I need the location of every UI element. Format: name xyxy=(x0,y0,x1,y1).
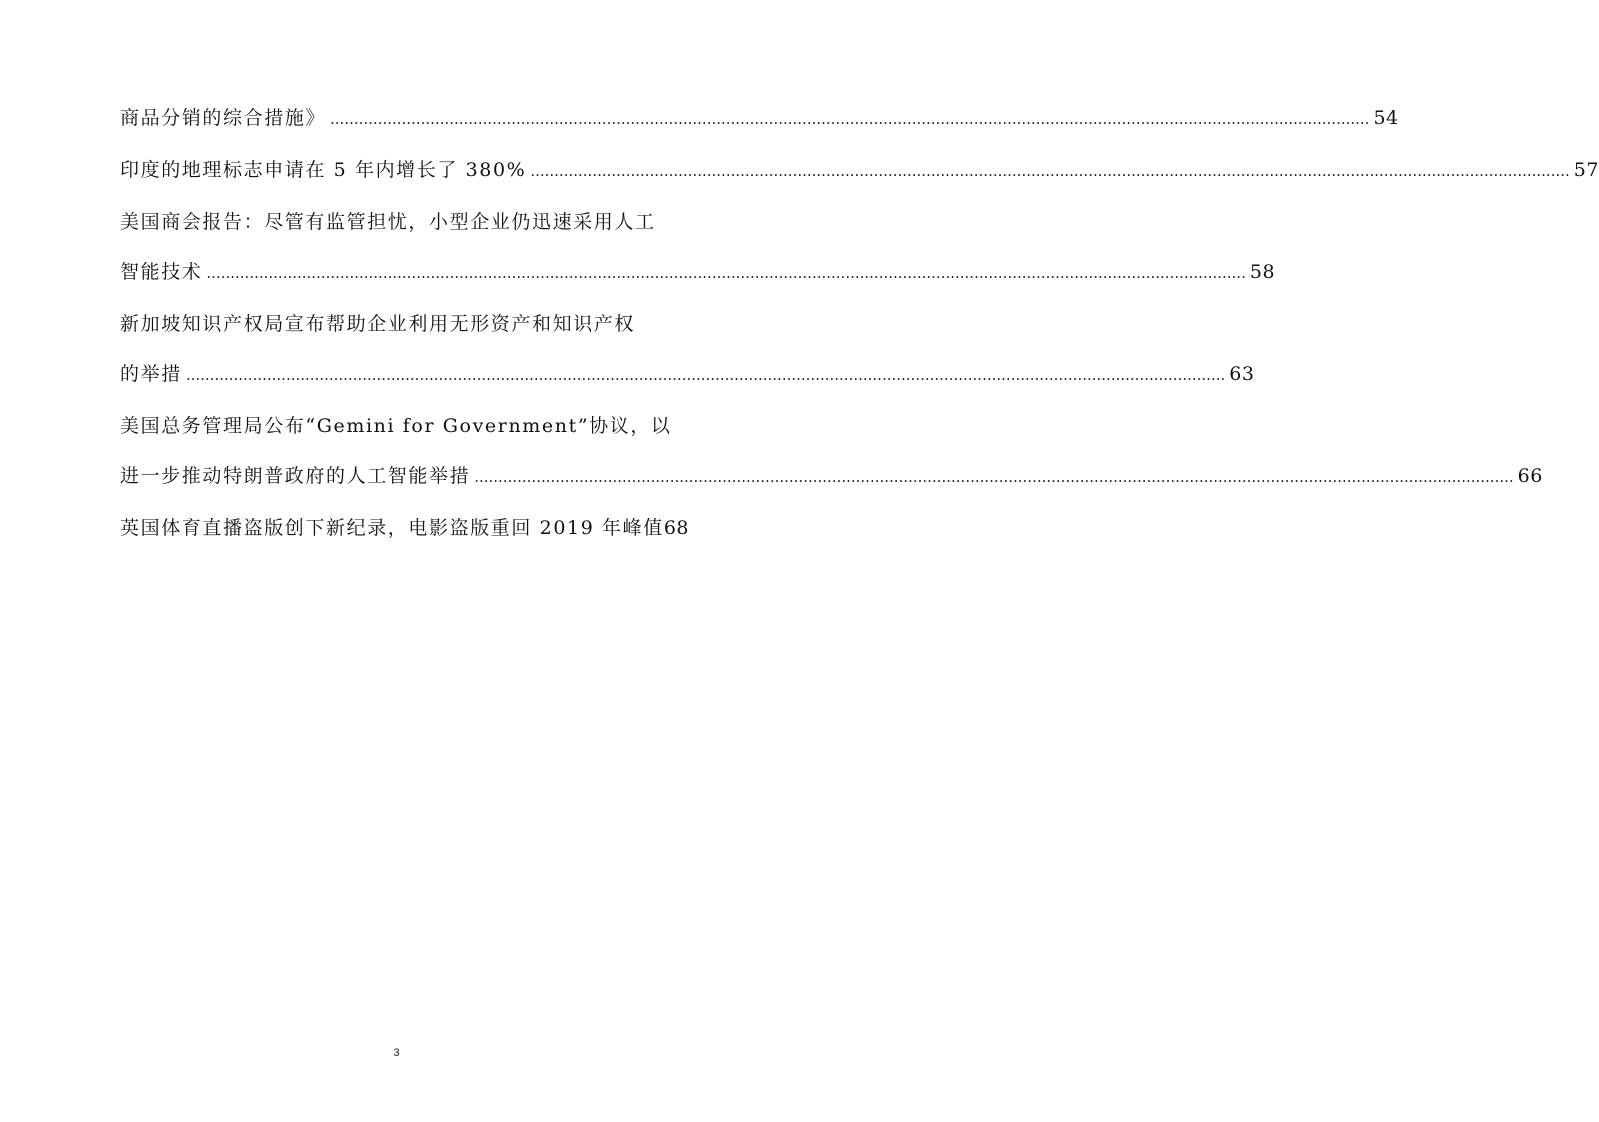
toc-entry[interactable] xyxy=(120,414,1543,488)
toc-entry[interactable] xyxy=(120,516,690,540)
toc-entry[interactable] xyxy=(120,210,1276,284)
toc-entry[interactable] xyxy=(120,106,1399,130)
toc-entry-title-line2: 进一步推动特朗普政府的人工智能举措 xyxy=(120,465,471,487)
toc-entry-line xyxy=(120,464,1543,488)
toc-entry-line xyxy=(120,516,690,540)
dot-leader xyxy=(206,261,1245,285)
toc-page-number: 66 xyxy=(1517,465,1543,487)
toc-entry-line xyxy=(120,312,675,336)
toc-entry-title-line2: 的举措 xyxy=(120,363,182,385)
toc-entry-title-line1: 新加坡知识产权局宣布帮助企业利用无形资产和知识产权 xyxy=(120,313,636,335)
toc-entry-title-line1: 美国总务管理局公布“Gemini for Government”协议，以 xyxy=(120,415,672,437)
toc-entry-line xyxy=(120,158,1599,182)
toc-page-number: 63 xyxy=(1229,363,1255,385)
toc-page-number: 54 xyxy=(1373,107,1399,129)
dot-leader xyxy=(474,465,1513,489)
toc-entry[interactable] xyxy=(120,158,1599,182)
toc-entry-line xyxy=(120,210,675,234)
toc-entry-line xyxy=(120,260,1276,284)
toc-entry-title: 印度的地理标志申请在 5 年内增长了 380% xyxy=(120,159,527,181)
dot-leader xyxy=(186,363,1225,387)
toc-page-number: 58 xyxy=(1249,261,1276,283)
dot-leader xyxy=(530,159,1569,183)
toc-page-number: 57 xyxy=(1573,159,1599,181)
toc-entry-line xyxy=(120,414,675,438)
toc-entry-title-line1: 美国商会报告：尽管有监管担忧，小型企业仍迅速采用人工 xyxy=(120,211,656,233)
toc-entry-line xyxy=(120,362,1255,386)
toc-entry[interactable] xyxy=(120,312,1255,386)
page-number: 3 xyxy=(393,1047,400,1059)
toc-entry-line xyxy=(120,106,1399,130)
toc-entry-title: 英国体育直播盗版创下新纪录，电影盗版重回 2019 年峰值 xyxy=(120,517,664,539)
toc-page-number: 68 xyxy=(663,517,690,539)
toc-entry-title-line2: 智能技术 xyxy=(120,261,203,283)
table-of-contents xyxy=(120,106,1599,540)
dot-leader xyxy=(330,107,1369,131)
toc-entry-title: 商品分销的综合措施》 xyxy=(120,107,327,129)
